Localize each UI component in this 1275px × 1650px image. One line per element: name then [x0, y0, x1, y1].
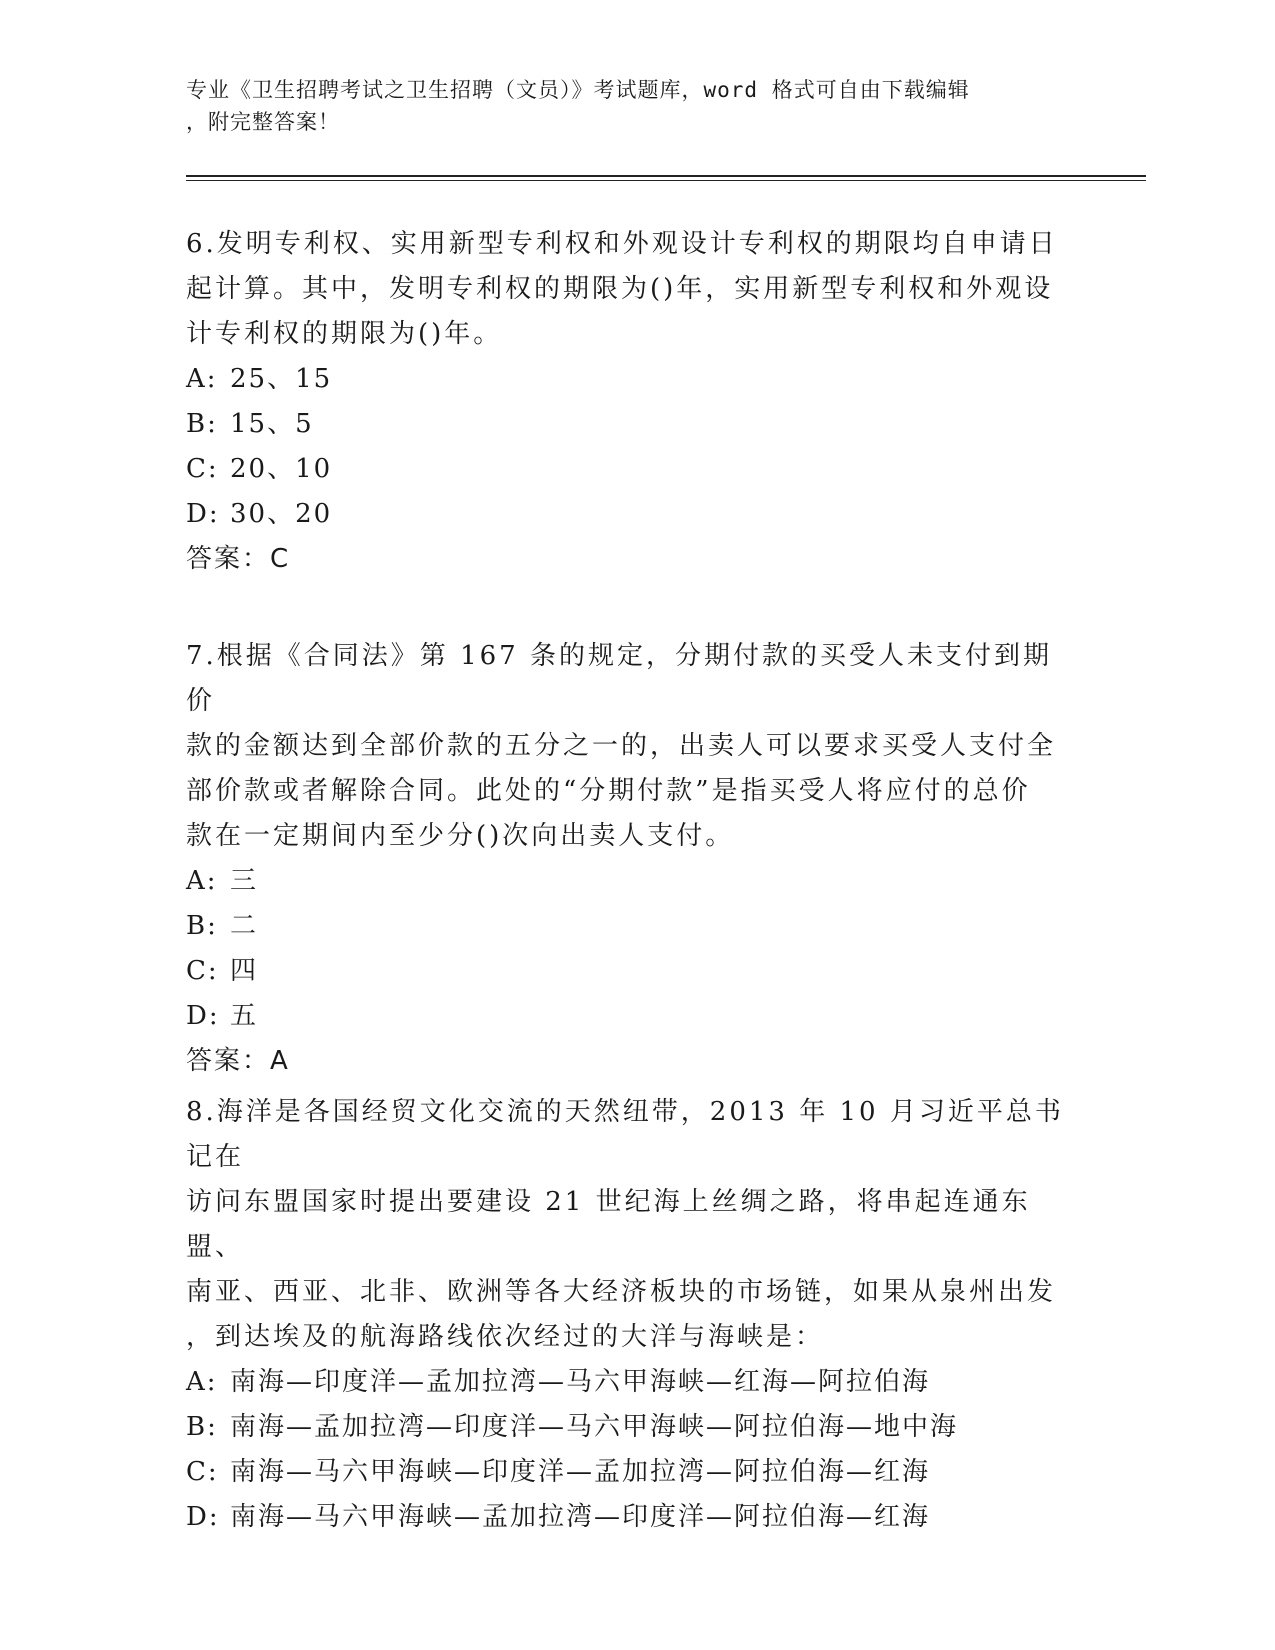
- answer: 答案：A: [186, 1046, 290, 1076]
- option-b: B: 二: [186, 911, 259, 941]
- stem-line: 访问东盟国家时提出要建设 21 世纪海上丝绸之路，将串起连通东盟、: [186, 1187, 1031, 1262]
- stem-line: 款在一定期间内至少分()次向出卖人支付。: [186, 821, 735, 851]
- stem-line: 7.根据《合同法》第 167 条的规定，分期付款的买受人未支付到期价: [186, 641, 1052, 716]
- option-c: C: 四: [186, 956, 259, 986]
- header-divider: [186, 175, 1146, 177]
- question-stem: [186, 1090, 1066, 1360]
- stem-line: 8.海洋是各国经贸文化交流的天然纽带，2013 年 10 月习近平总书记在: [186, 1097, 1064, 1172]
- question-7: [186, 634, 1066, 1084]
- option-a: A: 25、15: [186, 364, 333, 394]
- question-stem: [186, 634, 1066, 859]
- stem-line: 起计算。其中，发明专利权的期限为()年，实用新型专利权和外观设: [186, 274, 1054, 304]
- option-b: B: 南海—孟加拉湾—印度洋—马六甲海峡—阿拉伯海—地中海: [186, 1412, 959, 1442]
- stem-line: 计专利权的期限为()年。: [186, 319, 503, 349]
- option-d: D: 五: [186, 1001, 259, 1031]
- option-d: D: 30、20: [186, 499, 333, 529]
- question-6: [186, 222, 1066, 582]
- question-8: [186, 1090, 1066, 1540]
- stem-line: 部价款或者解除合同。此处的“分期付款”是指买受人将应付的总价: [186, 776, 1031, 806]
- header-line-2: ，附完整答案！: [186, 110, 340, 134]
- stem-line: 6.发明专利权、实用新型专利权和外观设计专利权的期限均自申请日: [186, 229, 1058, 259]
- question-stem: [186, 222, 1066, 357]
- document-header: [186, 74, 1066, 138]
- stem-line: 款的金额达到全部价款的五分之一的，出卖人可以要求买受人支付全: [186, 731, 1057, 761]
- stem-line: 南亚、西亚、北非、欧洲等各大经济板块的市场链，如果从泉州出发: [186, 1277, 1057, 1307]
- option-b: B: 15、5: [186, 409, 314, 439]
- option-c: C: 20、10: [186, 454, 333, 484]
- stem-line: ，到达埃及的航海路线依次经过的大洋与海峡是：: [186, 1322, 825, 1352]
- option-c: C: 南海—马六甲海峡—印度洋—孟加拉湾—阿拉伯海—红海: [186, 1457, 931, 1487]
- option-a: A: 三: [186, 866, 259, 896]
- answer: 答案：C: [186, 544, 291, 574]
- option-d: D: 南海—马六甲海峡—孟加拉湾—印度洋—阿拉伯海—红海: [186, 1502, 931, 1532]
- header-line-1: 专业《卫生招聘考试之卫生招聘（文员）》考试题库，word 格式可自由下载编辑: [186, 78, 970, 102]
- option-a: A: 南海—印度洋—孟加拉湾—马六甲海峡—红海—阿拉伯海: [186, 1367, 931, 1397]
- header-divider-thin: [186, 180, 1146, 181]
